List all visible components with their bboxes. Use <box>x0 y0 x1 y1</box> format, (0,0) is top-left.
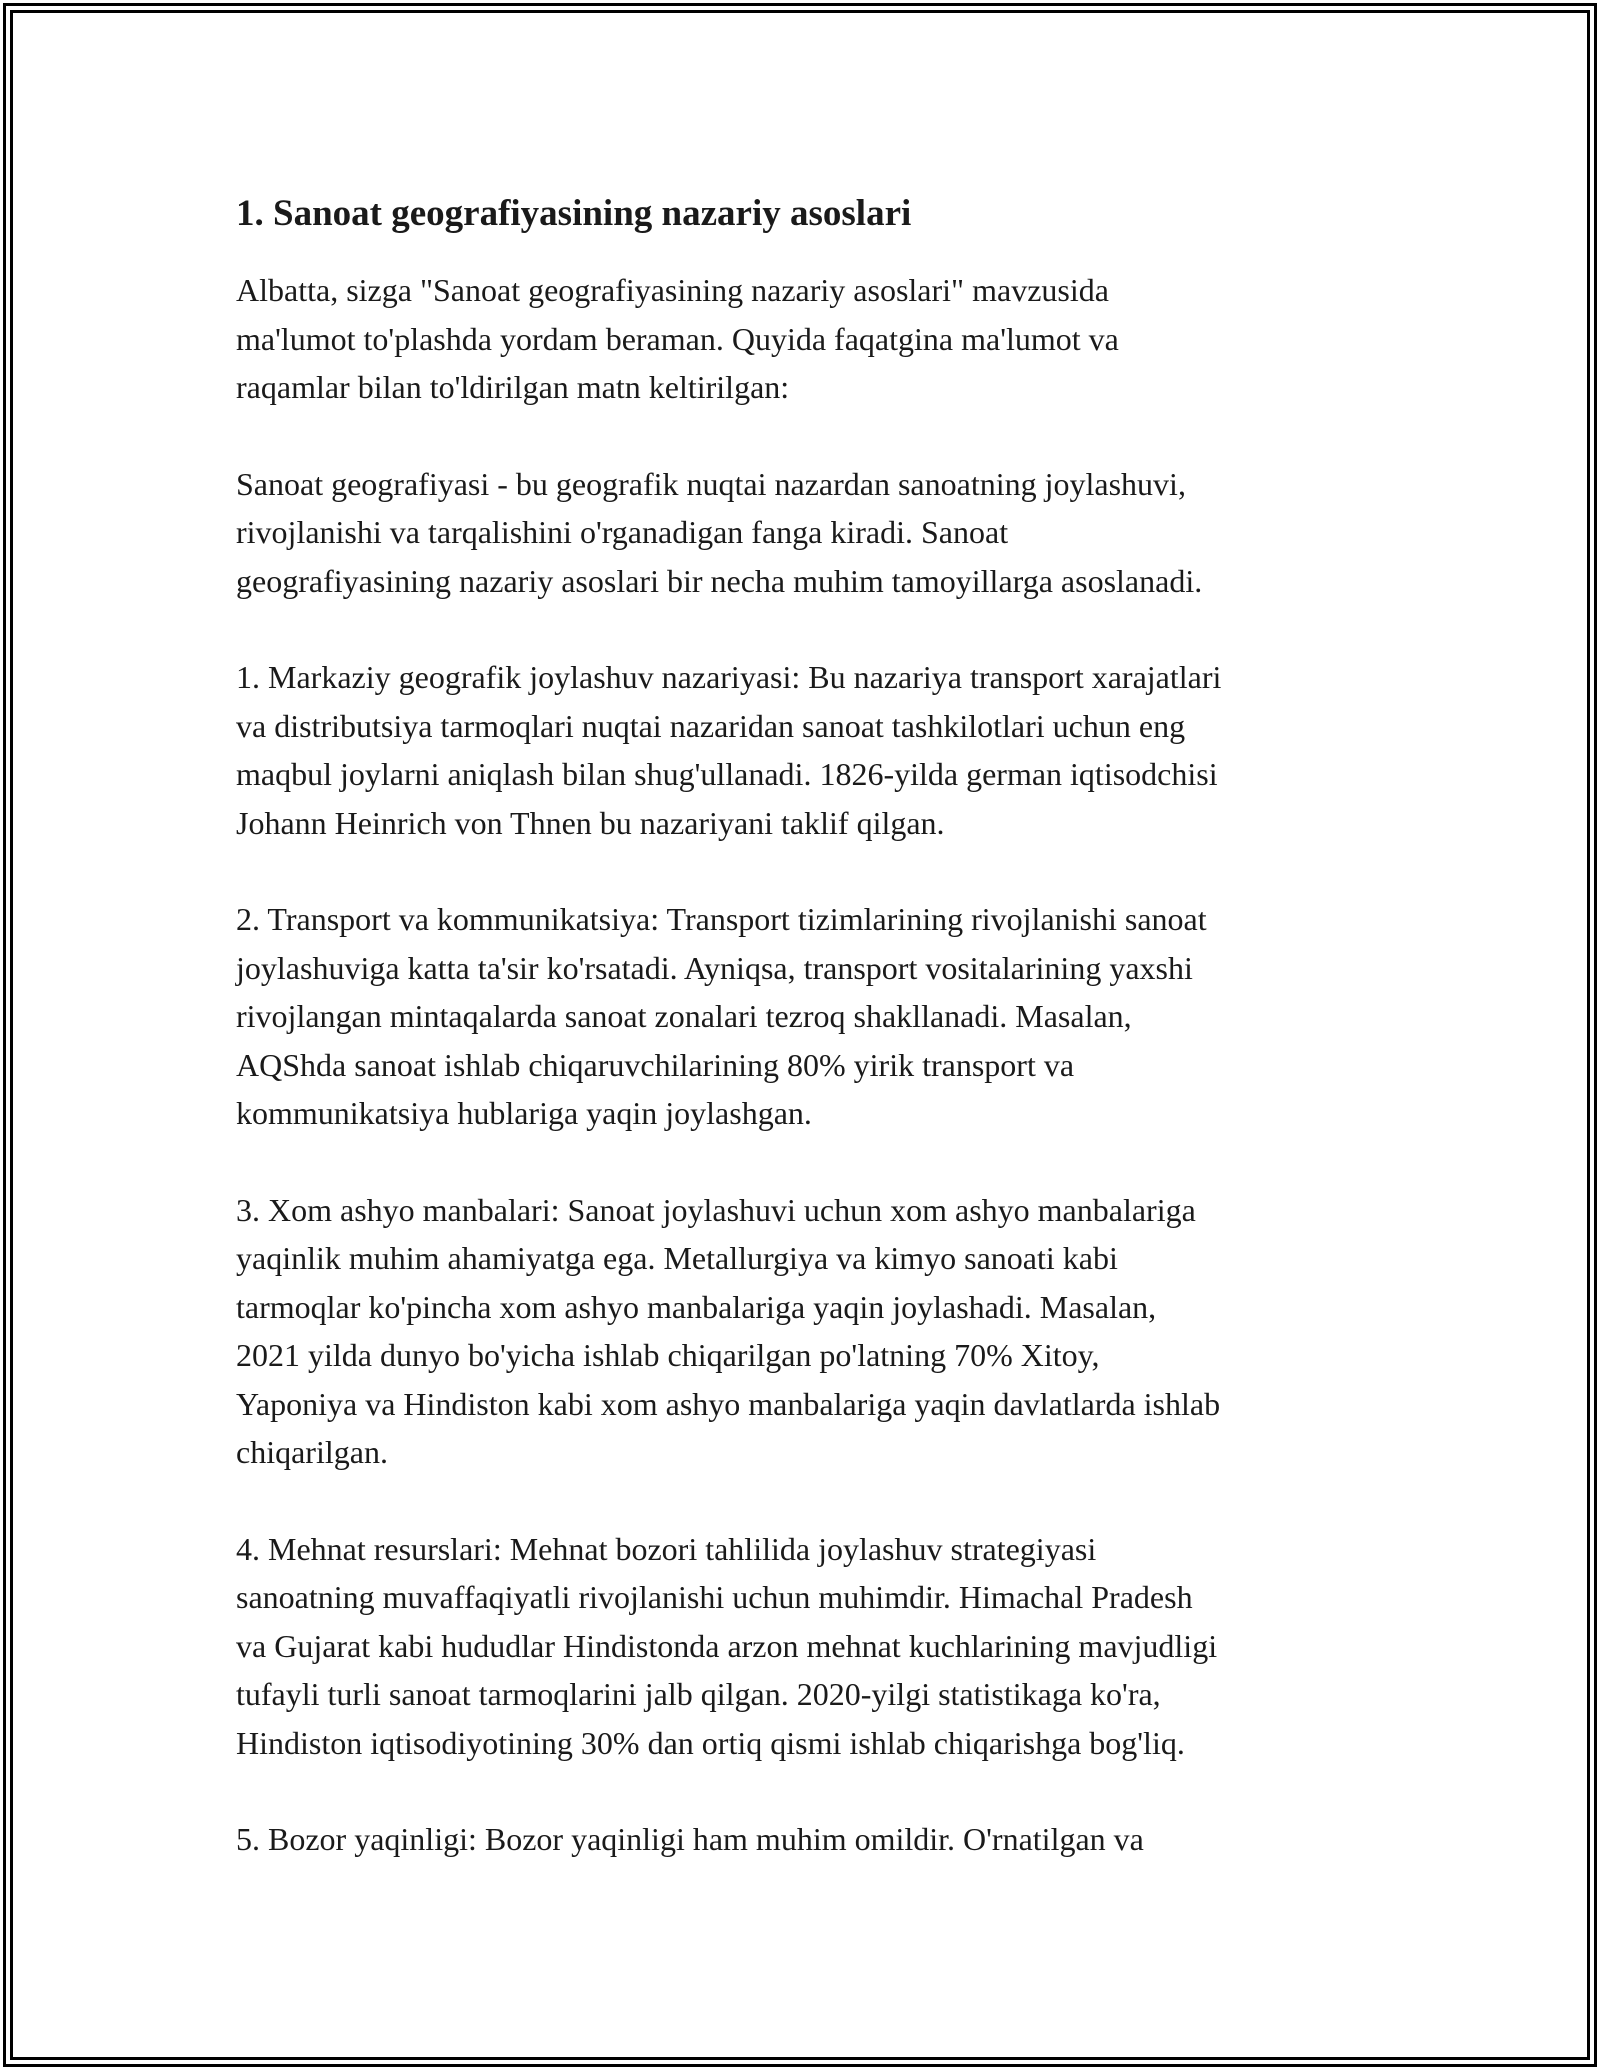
paragraph <box>236 1525 1381 1768</box>
paragraph-list <box>236 266 1381 1864</box>
text-line: 1. Markaziy geografik joylashuv nazariyasi: Bu nazariya transport xarajatlari <box>236 659 1222 695</box>
text-line: 2. Transport va kommunikatsiya: Transport tizimlarining rivojlanishi sanoat <box>236 901 1207 937</box>
text-line: chiqarilgan. <box>236 1434 388 1470</box>
paragraph <box>236 653 1381 847</box>
text-line: AQShda sanoat ishlab chiqaruvchilarining 80% yirik transport va <box>236 1046 1075 1083</box>
text-line: geografiyasining nazariy asoslari bir necha muhim tamoyillarga asoslanadi. <box>236 562 1203 599</box>
text-line: 3. Xom ashyo manbalari: Sanoat joylashuvi uchun xom ashyo manbalariga <box>236 1191 1196 1228</box>
text-line: maqbul joylarni aniqlash bilan shug'ullanadi. 1826-yilda german iqtisodchisi <box>236 756 1218 792</box>
text-line: va Gujarat kabi hududlar Hindistonda arzon mehnat kuchlarining mavjudligi <box>236 1627 1218 1664</box>
text-line: 5. Bozor yaqinligi: Bozor yaqinligi ham muhim omildir. O'rnatilgan va <box>236 1821 1144 1857</box>
text-line: Albatta, sizga "Sanoat geografiyasining nazariy asoslari" mavzusida <box>236 272 1109 308</box>
paragraph <box>236 460 1381 606</box>
document-body <box>236 186 1381 1912</box>
paragraph <box>236 266 1381 412</box>
text-line: rivojlanishi va tarqalishini o'rganadigan fanga kiradi. Sanoat <box>236 514 1009 550</box>
text-line: sanoatning muvaffaqiyatli rivojlanishi uchun muhimdir. Himachal Pradesh <box>236 1579 1193 1615</box>
text-line: ma'lumot to'plashda yordam beraman. Quyida faqatgina ma'lumot va <box>236 320 1119 357</box>
text-line: rivojlangan mintaqalarda sanoat zonalari tezroq shakllanadi. Masalan, <box>236 998 1132 1034</box>
text-line: tufayli turli sanoat tarmoqlarini jalb qilgan. 2020-yilgi statistikaga ko'ra, <box>236 1676 1161 1712</box>
text-line: Yaponiya va Hindiston kabi xom ashyo manbalariga yaqin davlatlarda ishlab <box>236 1385 1221 1422</box>
text-line: 2021 yilda dunyo bo'yicha ishlab chiqarilgan po'latning 70% Xitoy, <box>236 1337 1100 1373</box>
paragraph <box>236 1815 1381 1864</box>
text-line: raqamlar bilan to'ldirilgan matn keltirilgan: <box>236 369 790 405</box>
text-line: Johann Heinrich von Thnen bu nazariyani taklif qilgan. <box>236 804 945 841</box>
text-line: yaqinlik muhim ahamiyatga ega. Metallurgiya va kimyo sanoati kabi <box>236 1240 1118 1276</box>
text-line: joylashuviga katta ta'sir ko'rsatadi. Ayniqsa, transport vositalarining yaxshi <box>236 949 1193 986</box>
text-line: va distributsiya tarmoqlari nuqtai nazaridan sanoat tashkilotlari uchun eng <box>236 707 1186 744</box>
paragraph <box>236 895 1381 1138</box>
document-title: 1. Sanoat geografiyasining nazariy asoslari <box>236 193 912 234</box>
paragraph <box>236 1186 1381 1477</box>
text-line: tarmoqlar ko'pincha xom ashyo manbalariga yaqin joylashadi. Masalan, <box>236 1288 1157 1325</box>
text-line: 4. Mehnat resurslari: Mehnat bozori tahlilida joylashuv strategiyasi <box>236 1530 1097 1567</box>
text-line: Hindiston iqtisodiyotining 30% dan ortiq qismi ishlab chiqarishga bog'liq. <box>236 1724 1185 1761</box>
text-line: Sanoat geografiyasi - bu geografik nuqtai nazardan sanoatning joylashuvi, <box>236 465 1186 502</box>
text-line: kommunikatsiya hublariga yaqin joylashgan. <box>236 1095 812 1131</box>
